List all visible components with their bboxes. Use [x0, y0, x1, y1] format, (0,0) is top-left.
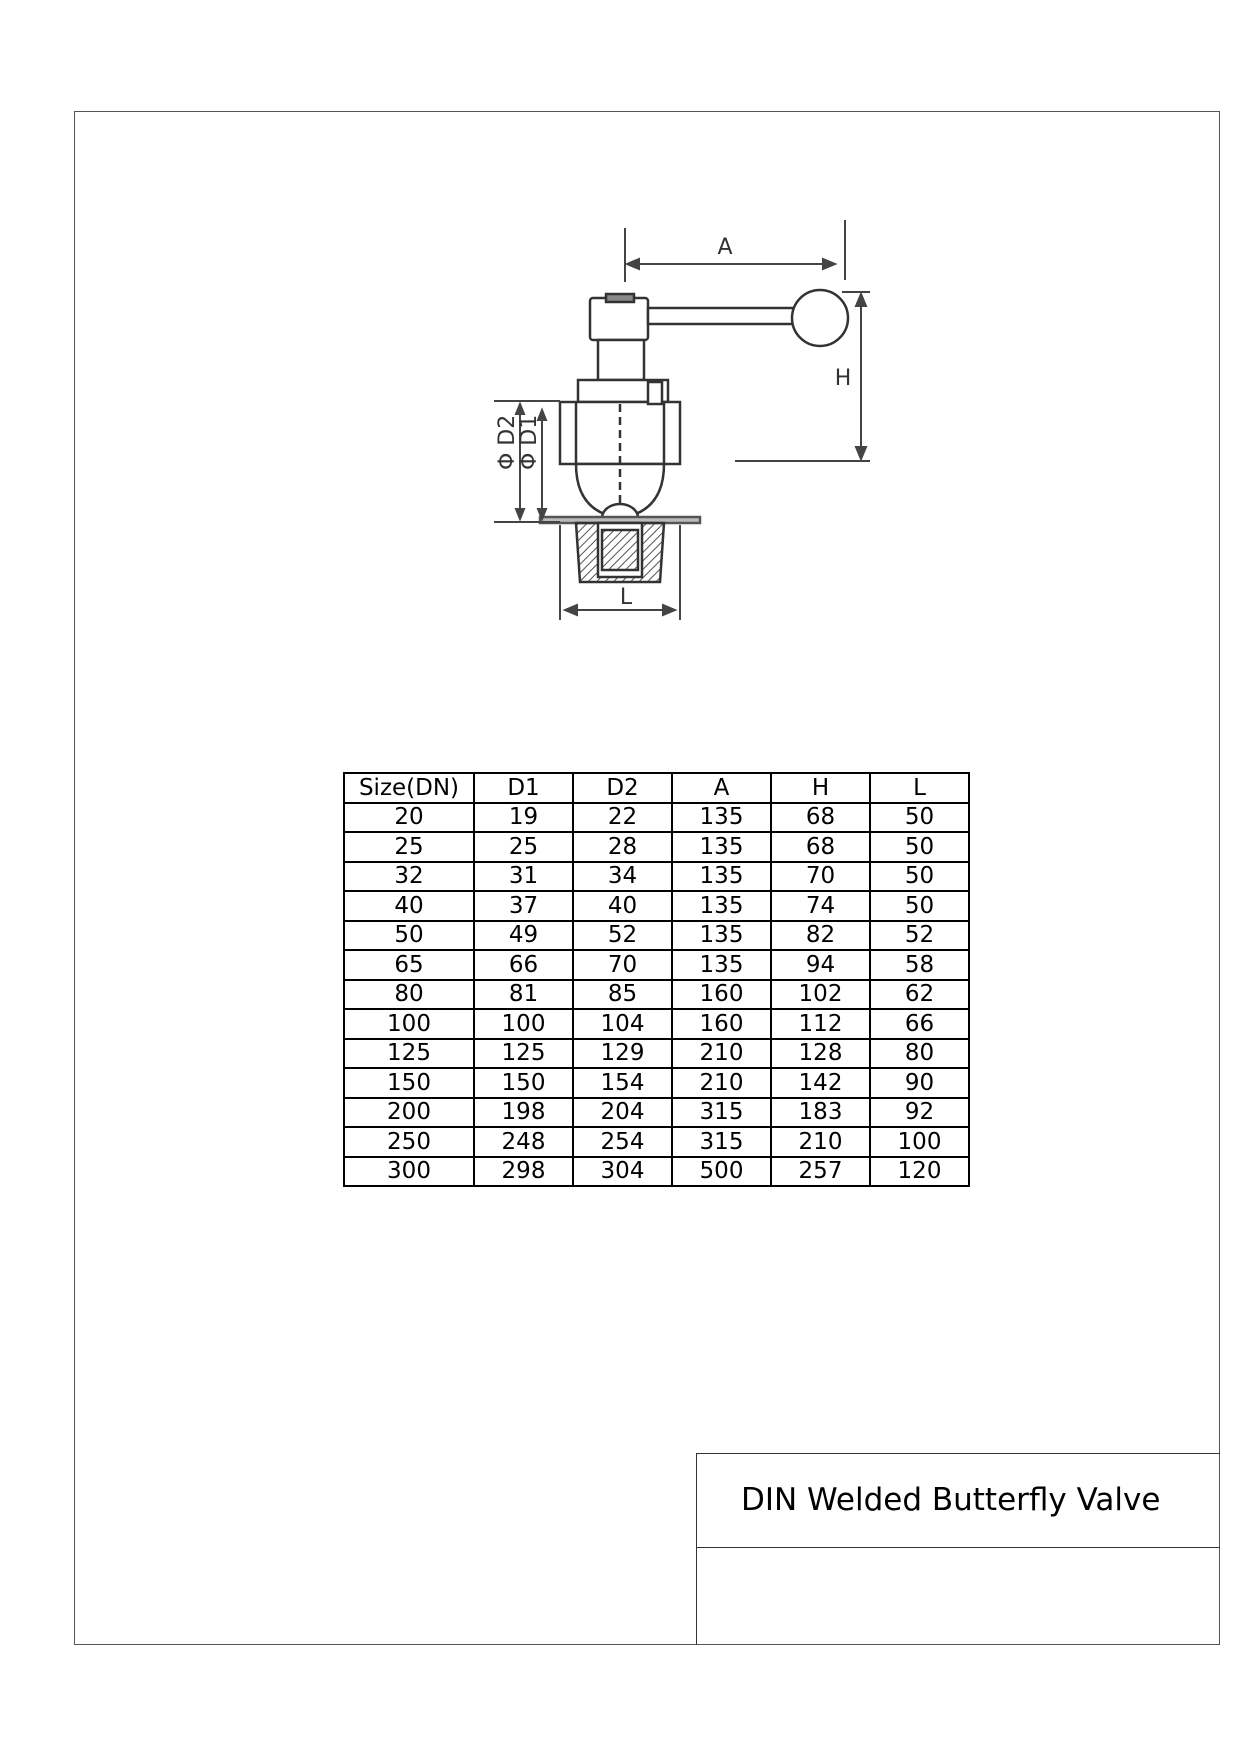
table-cell: 81 — [474, 980, 573, 1010]
table-cell: 304 — [573, 1157, 672, 1187]
table-cell: 198 — [474, 1098, 573, 1128]
table-cell: 142 — [771, 1068, 870, 1098]
dim-label-a: A — [717, 235, 733, 260]
table-cell: 62 — [870, 980, 969, 1010]
table-cell: 92 — [870, 1098, 969, 1128]
table-cell: 70 — [573, 950, 672, 980]
title-block — [696, 1453, 1220, 1645]
table-cell: 160 — [672, 980, 771, 1010]
table-row — [344, 862, 969, 892]
table-body — [344, 803, 969, 1187]
table-row — [344, 1068, 969, 1098]
table-cell: 135 — [672, 862, 771, 892]
table-cell: 50 — [870, 862, 969, 892]
table-header-row — [344, 773, 969, 803]
table-cell: 68 — [771, 832, 870, 862]
table-cell: 210 — [672, 1068, 771, 1098]
table-row — [344, 950, 969, 980]
column-header: Size(DN) — [344, 773, 474, 803]
table-cell: 135 — [672, 803, 771, 833]
table-cell: 49 — [474, 921, 573, 951]
table-cell: 82 — [771, 921, 870, 951]
table-row — [344, 1098, 969, 1128]
table-cell: 160 — [672, 1009, 771, 1039]
table-row — [344, 832, 969, 862]
table-cell: 50 — [870, 891, 969, 921]
table-cell: 40 — [573, 891, 672, 921]
table-cell: 80 — [870, 1039, 969, 1069]
dim-label-l: L — [619, 585, 633, 610]
column-header: L — [870, 773, 969, 803]
column-header: D1 — [474, 773, 573, 803]
title-row — [696, 1453, 1220, 1548]
table-row — [344, 803, 969, 833]
table-cell: 210 — [771, 1127, 870, 1157]
table-cell: 22 — [573, 803, 672, 833]
table-cell: 65 — [344, 950, 474, 980]
table-cell: 68 — [771, 803, 870, 833]
table-cell: 298 — [474, 1157, 573, 1187]
table-cell: 28 — [573, 832, 672, 862]
document-title: DIN Welded Butterfly Valve — [741, 1482, 1161, 1518]
table-cell: 135 — [672, 950, 771, 980]
column-header: D2 — [573, 773, 672, 803]
dimension-table — [343, 772, 970, 1187]
table-cell: 40 — [344, 891, 474, 921]
table-cell: 100 — [474, 1009, 573, 1039]
table-cell: 100 — [870, 1127, 969, 1157]
table-cell: 58 — [870, 950, 969, 980]
table-cell: 135 — [672, 921, 771, 951]
table-row — [344, 921, 969, 951]
table-cell: 300 — [344, 1157, 474, 1187]
table-cell: 204 — [573, 1098, 672, 1128]
table-row — [344, 891, 969, 921]
table-cell: 257 — [771, 1157, 870, 1187]
table-cell: 120 — [870, 1157, 969, 1187]
table-cell: 70 — [771, 862, 870, 892]
table-cell: 102 — [771, 980, 870, 1010]
title-block-empty-row — [696, 1548, 1220, 1645]
table-cell: 315 — [672, 1127, 771, 1157]
table-cell: 150 — [474, 1068, 573, 1098]
table-cell: 34 — [573, 862, 672, 892]
column-header: H — [771, 773, 870, 803]
table-cell: 37 — [474, 891, 573, 921]
table-cell: 25 — [474, 832, 573, 862]
table-cell: 85 — [573, 980, 672, 1010]
valve-body — [540, 340, 700, 582]
table-cell: 135 — [672, 832, 771, 862]
table-cell: 50 — [870, 803, 969, 833]
table-cell: 254 — [573, 1127, 672, 1157]
table-cell: 104 — [573, 1009, 672, 1039]
table-cell: 150 — [344, 1068, 474, 1098]
table-cell: 500 — [672, 1157, 771, 1187]
table-cell: 210 — [672, 1039, 771, 1069]
table-cell: 66 — [474, 950, 573, 980]
table-cell: 32 — [344, 862, 474, 892]
table-cell: 90 — [870, 1068, 969, 1098]
dim-label-d1: Φ D1 — [517, 414, 542, 470]
table-cell: 100 — [344, 1009, 474, 1039]
dim-label-h: H — [834, 366, 852, 391]
dim-label-d2: Φ D2 — [495, 414, 520, 470]
table-row — [344, 1157, 969, 1187]
table-cell: 248 — [474, 1127, 573, 1157]
table-cell: 31 — [474, 862, 573, 892]
table-cell: 50 — [870, 832, 969, 862]
column-header: A — [672, 773, 771, 803]
valve-drawing — [480, 180, 920, 640]
table-row — [344, 1009, 969, 1039]
table-cell: 112 — [771, 1009, 870, 1039]
table-cell: 183 — [771, 1098, 870, 1128]
table-cell: 50 — [344, 921, 474, 951]
table-cell: 250 — [344, 1127, 474, 1157]
table-cell: 125 — [474, 1039, 573, 1069]
table-cell: 52 — [573, 921, 672, 951]
table-cell: 66 — [870, 1009, 969, 1039]
table-cell: 154 — [573, 1068, 672, 1098]
table-cell: 74 — [771, 891, 870, 921]
table-cell: 129 — [573, 1039, 672, 1069]
table-cell: 25 — [344, 832, 474, 862]
table-cell: 80 — [344, 980, 474, 1010]
table-cell: 52 — [870, 921, 969, 951]
table-cell: 125 — [344, 1039, 474, 1069]
dimension-a — [625, 220, 845, 282]
table-cell: 135 — [672, 891, 771, 921]
table-cell: 20 — [344, 803, 474, 833]
table-row — [344, 1039, 969, 1069]
table-cell: 200 — [344, 1098, 474, 1128]
table-cell: 94 — [771, 950, 870, 980]
table-cell: 128 — [771, 1039, 870, 1069]
table-row — [344, 980, 969, 1010]
table-row — [344, 1127, 969, 1157]
valve-handle — [590, 290, 848, 346]
table-cell: 19 — [474, 803, 573, 833]
table-cell: 315 — [672, 1098, 771, 1128]
